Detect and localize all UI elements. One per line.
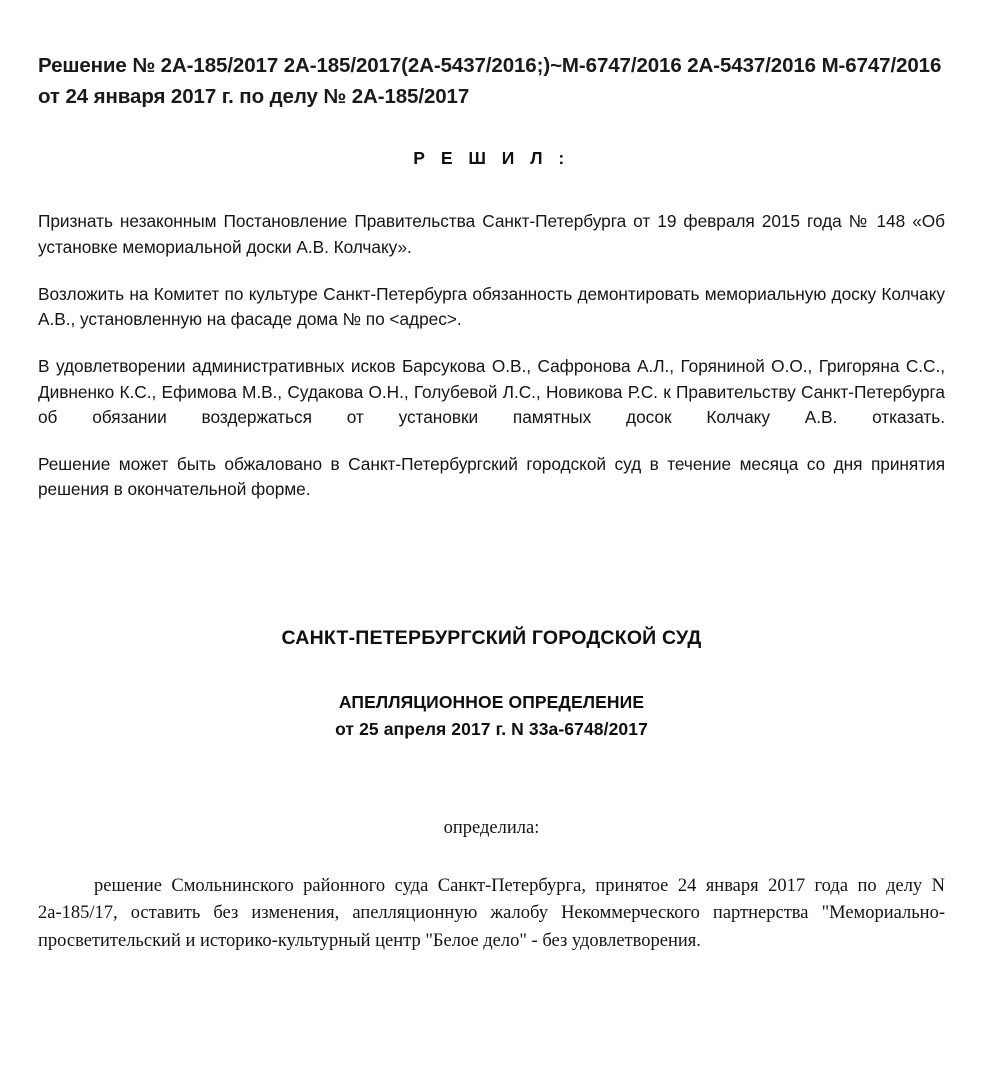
- decision-paragraph-3: В удовлетворении административных исков Барсукова О.В., Сафронова А.Л., Горяниной О.О., Григоряна С.С., Дивненко К.С., Ефимова М.В., Судакова О.Н., Голубевой Л.С., Новикова Р.С. к Правительству Санкт-Петербурга об обязании воздержаться от установки памятных досок Колчаку А.В. отказать.: [38, 356, 945, 427]
- appeal-court-name: САНКТ-ПЕТЕРБУРГСКИЙ ГОРОДСКОЙ СУД: [281, 626, 702, 649]
- decision-paragraph-1: Признать незаконным Постановление Правительства Санкт-Петербурга от 19 февраля 2015 года № 148 «Об установке мемориальной доски А.В. Колчаку».: [38, 211, 945, 257]
- page-title: Решение № 2А-185/2017 2А-185/2017(2А-5437/2016;)~М-6747/2016 2А-5437/2016 М-6747/2016 от 24 января 2017 г. по делу № 2А-185/2017: [38, 54, 942, 109]
- appeal-operative-heading: определила:: [443, 817, 540, 838]
- decision-body: [38, 169, 945, 502]
- appeal-act-kind: АПЕЛЛЯЦИОННОЕ ОПРЕДЕЛЕНИЕ: [338, 691, 645, 712]
- decision-paragraph-2: Возложить на Комитет по культуре Санкт-Петербурга обязанность демонтировать мемориальную доску Колчаку А.В., установленную на фасаде дома № по <адрес>.: [38, 283, 945, 330]
- appeal-ruling-text: решение Смольнинского районного суда Санкт-Петербурга, принятое 24 января 2017 года по делу N 2а-185/17, оставить без изменения, апелляционную жалобу Некоммерческого партнерства "Мемориально-просветительский и историко-культурный центр "Белое дело" - без удовлетворения.: [38, 875, 945, 952]
- decision-paragraph-4: Решение может быть обжаловано в Санкт-Петербургский городской суд в течение месяца со дня принятия решения в окончательной форме.: [38, 454, 945, 500]
- operative-part-heading: Р Е Ш И Л :: [413, 148, 570, 169]
- appeal-ruling: [38, 740, 945, 956]
- appeal-act-date: от 25 апреля 2017 г. N 33а-6748/2017: [335, 718, 648, 739]
- appeal-header: [38, 503, 945, 740]
